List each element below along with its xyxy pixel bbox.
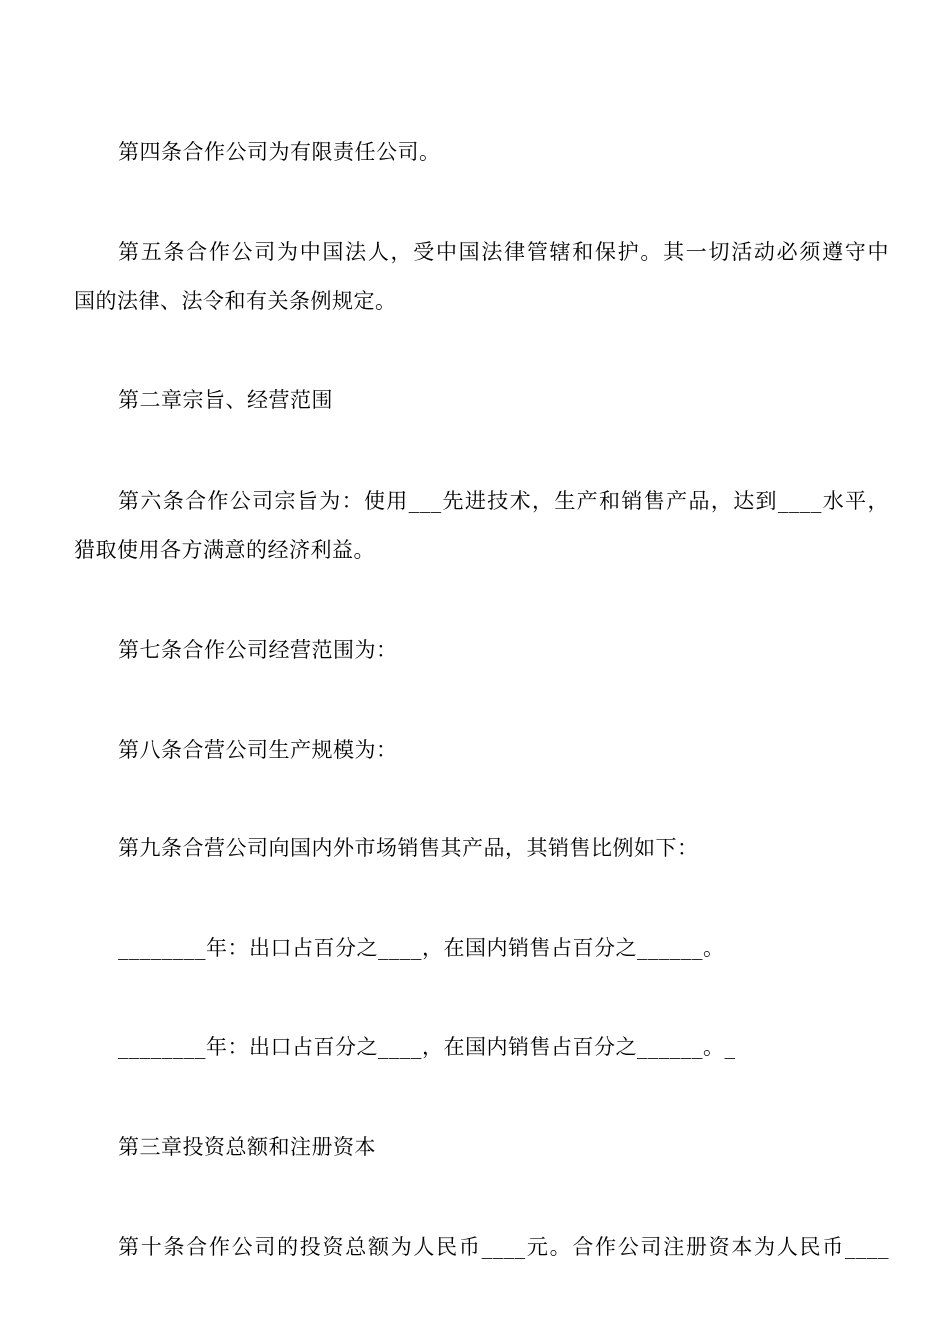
chapter-2-heading: 第二章宗旨、经营范围 — [118, 388, 333, 412]
sales-ratio-line-1: ________年：出口占百分之____，在国内销售占百分之______。 — [118, 936, 725, 960]
article-4: 第四条合作公司为有限责任公司。 — [118, 140, 441, 164]
article-9: 第九条合营公司向国内外市场销售其产品，其销售比例如下： — [118, 836, 699, 860]
article-5-line-2: 国的法律、法令和有关条例规定。 — [74, 289, 397, 313]
article-6-line-2: 猎取使用各方满意的经济利益。 — [74, 538, 375, 562]
article-7: 第七条合作公司经营范围为： — [118, 638, 398, 662]
article-10-line-1: 第十条合作公司的投资总额为人民币____元。合作公司注册资本为人民币____ — [118, 1235, 889, 1259]
article-8: 第八条合营公司生产规模为： — [118, 738, 398, 762]
article-5-line-1: 第五条合作公司为中国法人，受中国法律管辖和保护。其一切活动必须遵守中 — [118, 240, 889, 264]
chapter-3-heading: 第三章投资总额和注册资本 — [118, 1135, 376, 1159]
sales-ratio-line-2: ________年：出口占百分之____，在国内销售占百分之______。_ — [118, 1035, 736, 1059]
article-6-line-1: 第六条合作公司宗旨为：使用___先进技术，生产和销售产品，达到____水平， — [118, 489, 889, 513]
